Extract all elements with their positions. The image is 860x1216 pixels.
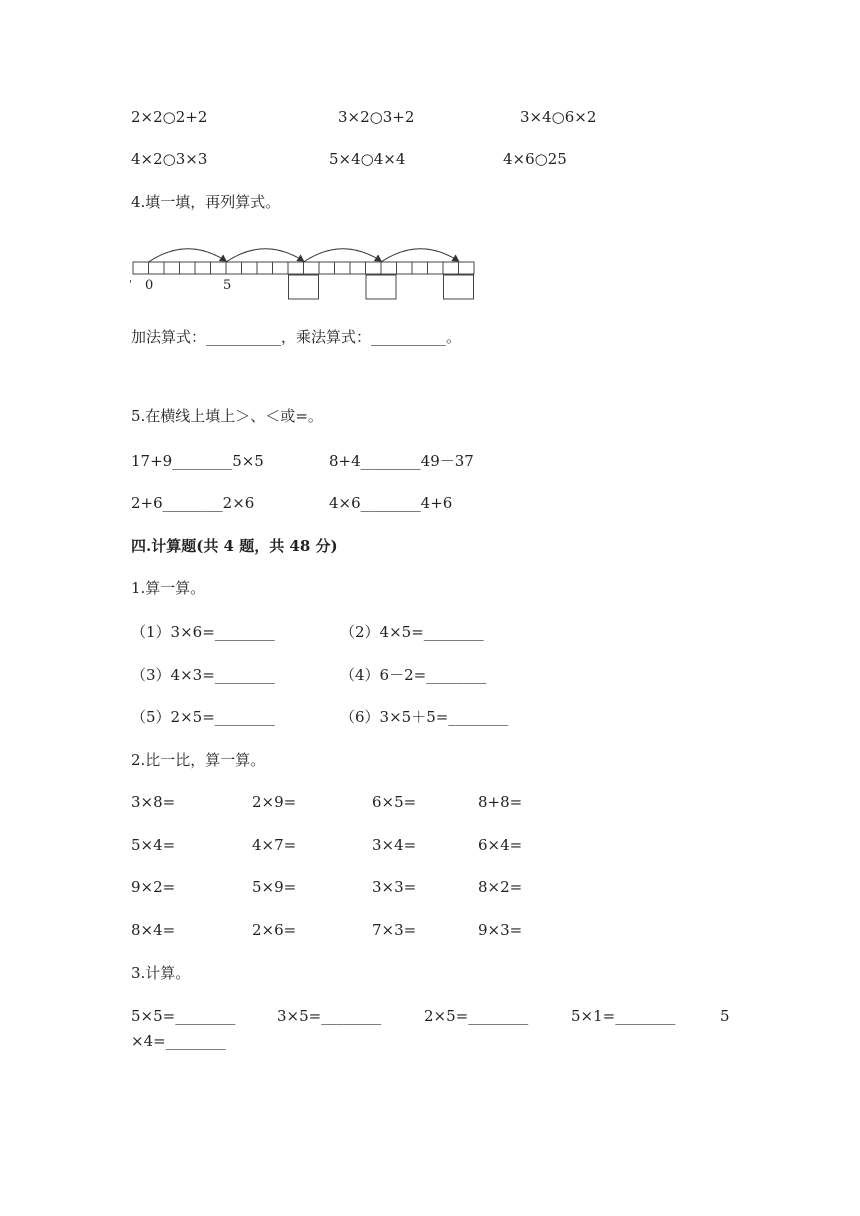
jump-arrow [304, 249, 382, 262]
compare-calc-item: 4×7= [252, 836, 297, 854]
number-line-cell [242, 262, 258, 274]
number-line-cell [381, 262, 397, 274]
compare-item: 4×6○25 [503, 150, 567, 168]
number-line-cell [350, 262, 366, 274]
fill-item: 17+9________5×5 [131, 452, 264, 470]
calc-item: 5×1=________ [571, 1007, 676, 1025]
problem-2-title: 2.比一比，算一算。 [131, 751, 266, 769]
jump-arrow [226, 249, 304, 262]
number-line-cell [226, 262, 242, 274]
problem-3-title: 3.计算。 [131, 964, 191, 982]
number-line-cell [335, 262, 351, 274]
stray-mark: ' [129, 278, 133, 291]
compare-item: 5×4○4×4 [329, 150, 406, 168]
number-line-cell [319, 262, 335, 274]
compare-item: 3×2○3+2 [338, 108, 415, 126]
compare-item: 3×4○6×2 [520, 108, 597, 126]
question-5-title: 5.在横线上填上＞、＜或=。 [131, 407, 323, 425]
number-line-cell [195, 262, 211, 274]
number-line-cell [164, 262, 180, 274]
compare-calc-item: 3×4= [372, 836, 417, 854]
number-line-cell [211, 262, 227, 274]
fill-item: 8+4________49－37 [329, 452, 474, 470]
calc-item: （4）6－2=________ [340, 666, 487, 684]
number-line-jumps [149, 249, 459, 262]
compare-calc-item: 2×9= [252, 793, 297, 811]
compare-calc-item: 9×2= [131, 878, 176, 896]
number-line-cell [459, 262, 475, 274]
compare-calc-item: 8×2= [478, 878, 523, 896]
fill-item: 4×6________4+6 [329, 494, 453, 512]
number-line-cells [133, 262, 474, 274]
number-line-answer-boxes [289, 275, 474, 299]
number-line-cell [273, 262, 289, 274]
calc-item-wrap-start: 5 [720, 1007, 730, 1025]
calc-item: （6）3×5＋5=________ [340, 708, 509, 726]
calc-item: （2）4×5=________ [340, 623, 484, 641]
compare-calc-item: 2×6= [252, 921, 297, 939]
compare-calc-item: 9×3= [478, 921, 523, 939]
calc-item: 5×5=________ [131, 1007, 236, 1025]
jump-arrow [381, 249, 459, 262]
number-line-cell [304, 262, 320, 274]
section-4-heading: 四.计算题(共 4 题，共 48 分) [131, 537, 338, 555]
number-line-cell [133, 262, 149, 274]
compare-calc-item: 6×4= [478, 836, 523, 854]
answer-box [366, 275, 396, 299]
number-line-cell [180, 262, 196, 274]
compare-calc-item: 3×8= [131, 793, 176, 811]
calc-item: （1）3×6=________ [131, 623, 275, 641]
tick-label-0: 0 [145, 278, 154, 293]
compare-calc-item: 7×3= [372, 921, 417, 939]
number-line-cell [366, 262, 382, 274]
compare-calc-item: 8+8= [478, 793, 523, 811]
number-line-cell [288, 262, 304, 274]
problem-1-title: 1.算一算。 [131, 579, 206, 597]
fill-item: 2+6________2×6 [131, 494, 255, 512]
number-line-cell [257, 262, 273, 274]
calc-item: （3）4×3=________ [131, 666, 275, 684]
compare-item: 2×2○2+2 [131, 108, 208, 126]
answer-box [444, 275, 474, 299]
number-line-cell [428, 262, 444, 274]
number-line-cell [443, 262, 459, 274]
question-4-answer-line: 加法算式：__________，乘法算式：__________。 [131, 328, 462, 346]
calc-item: 2×5=________ [424, 1007, 529, 1025]
compare-calc-item: 8×4= [131, 921, 176, 939]
compare-calc-item: 5×4= [131, 836, 176, 854]
number-line-cell [149, 262, 165, 274]
calc-item: 3×5=________ [277, 1007, 382, 1025]
calc-item-wrap-end: ×4=________ [131, 1032, 226, 1050]
compare-calc-item: 3×3= [372, 878, 417, 896]
jump-arrow [149, 249, 227, 262]
number-line-diagram [128, 240, 488, 304]
question-4-title: 4.填一填，再列算式。 [131, 193, 281, 211]
number-line-cell [397, 262, 413, 274]
tick-label-5: 5 [223, 278, 232, 293]
compare-item: 4×2○3×3 [131, 150, 208, 168]
answer-box [289, 275, 319, 299]
calc-item: （5）2×5=________ [131, 708, 275, 726]
number-line-cell [412, 262, 428, 274]
compare-calc-item: 6×5= [372, 793, 417, 811]
compare-calc-item: 5×9= [252, 878, 297, 896]
